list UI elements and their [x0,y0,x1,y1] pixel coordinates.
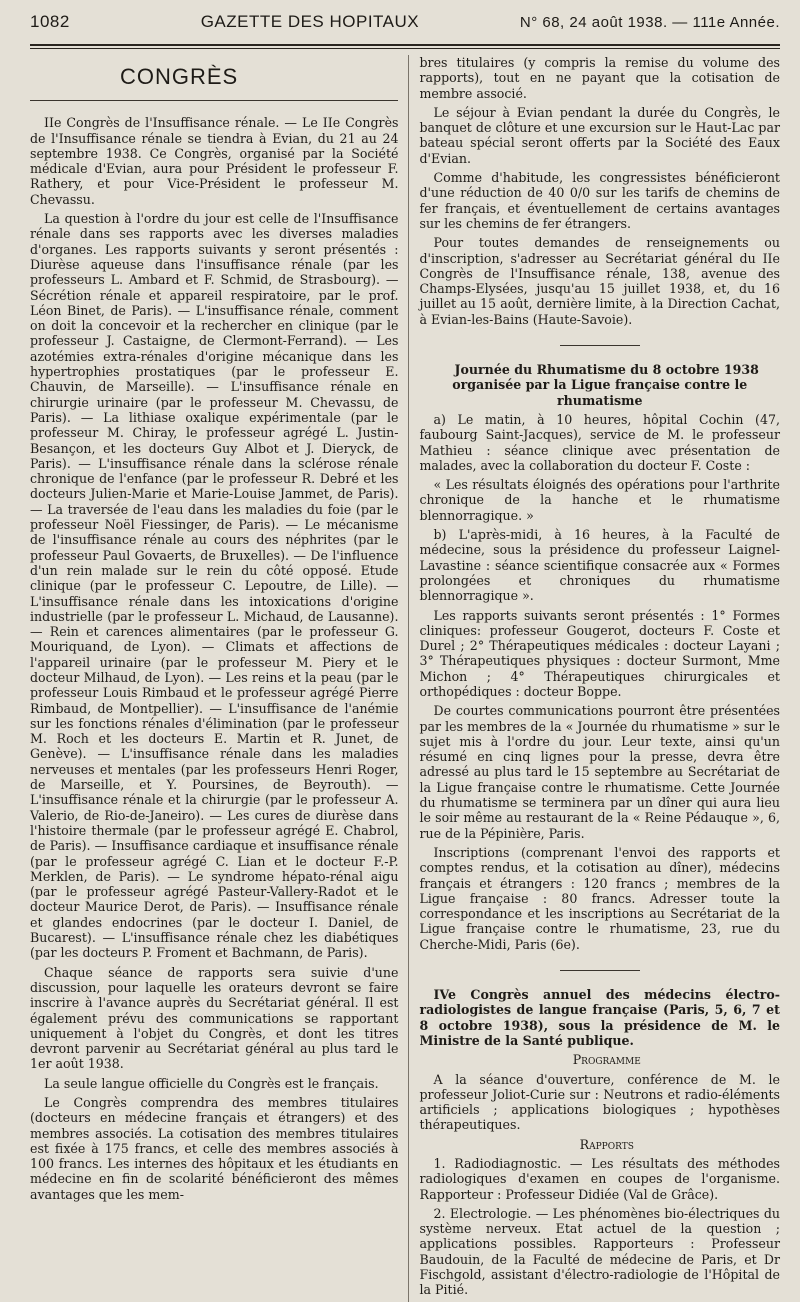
section-rule [30,100,398,101]
paragraph: Inscriptions (comprenant l'envoi des rapports et comptes rendus, et la cotisation au dîner), médecins français et étrangers : 120 francs ; membres de la Ligue française : 80 francs. Adresser toute la correspondance et les inscriptions au Secrétariat de la Ligue française contre le rhumatisme, 23, rue du Cherche-Midi, Paris (6e). [419,844,780,952]
left-column [30,55,408,1302]
page-header [30,12,780,42]
columns [30,55,780,1302]
paragraph: A la séance d'ouverture, conférence de M. le professeur Joliot-Curie sur : Neutrons et radio-éléments artificiels ; applications biologiques ; hypothèses thérapeutiques. [419,1071,780,1133]
paragraph: Le Congrès comprendra des membres titulaires (docteurs en médecine français et étrangers) et des membres associés. La cotisation des membres titulaires est fixée à 175 francs, et celle des membres associés à 100 francs. Les internes des hôpitaux et les étudiants en médecine en fin de scolarité bénéficieront des mêmes avantages que les mem- [30,1095,399,1202]
paragraph: La question à l'ordre du jour est celle de l'Insuffisance rénale dans ses rapports avec les diverses maladies d'organes. Les rapports suivants y seront présentés : Diurèse aqueuse dans l'insuffisance rénale (par les professeurs L. Ambard et F. Schmid, de Strasbourg). — Sécrétion rénale et appareil respiratoire, par le prof. Léon Binet, de Paris). — L'insuffisance rénale, comment on doit la concevoir et la rechercher en clinique (par le professeur J. Castaigne, de Clermont-Ferrand). — Les azotémies extra-rénales d'origine mécanique dans les hypertrophies prostatiques (par le professeur E. Chauvin, de Marseille). — L'insuffisance rénale en chirurgie urinaire (par le professeur M. Chevassu, de Paris). — La lithiase oxalique expérimentale (par le professeur M. Chiray, le professeur agrégé L. Justin-Besançon, et les docteurs Guy Albot et J. Dieryck, de Paris). — L'insuffisance rénale dans la sclérose rénale chronique de l'enfance (par le professeur R. Debré et les docteurs Julien-Marie et Marie-Louise Jammet, de Paris). — La traversée de l'eau dans les maladies du foie (par le professeur Noël Fiessinger, de Paris). — Le mécanisme de l'insuffisance rénale au cours des néphrites (par le professeur Paul Govaerts, de Bruxelles). — De l'influence d'un rein malade sur le rein du côté opposé. Etude clinique (par le professeur C. Lepoutre, de Lille). — L'insuffisance rénale dans les intoxications d'origine industrielle (par le professeur L. Michaud, de Lausanne). — Rein et carences alimentaires (par le professeur G. Mouriquand, de Lyon). — Climats et affections de l'appareil urinaire (par le professeur M. Piery et le docteur Milhaud, de Lyon). — Les reins et la peau (par le professeur Louis Rimbaud et le professeur agrégé Pierre Rimbaud, de Montpellier). — L'insuffisance de l'anémie sur les fonctions rénales d'élimination (par le professeur M. Roch et les docteurs E. Martin et R. Junet, de Genève). — L'insuffisance rénale dans les maladies nerveuses et mentales (par les professeurs Henri Roger, de Marseille, et Y. Poursines, de Beyrouth). — L'insuffisance rénale et la chirurgie (par le professeur A. Valerio, de Rio-de-Janeiro). — Les cures de diurèse dans l'histoire thermale (par le professeur agrégé E. Chabrol, de Paris). — Insuffisance cardiaque et insuffisance rénale (par le professeur agrégé C. Lian et le docteur F.-P. Merklen, de Paris). — Le syndrome hépato-rénal aigu (par le professeur agrégé Pasteur-Vallery-Radot et le docteur Maurice Derot, de Paris). — Insuffisance rénale et glandes endocrines (par le docteur I. Daniel, de Bucarest). — L'insuffisance rénale chez les diabétiques (par les docteurs P. Froment et Bachmann, de Paris). [30,211,399,961]
right-column [408,55,780,1302]
paragraph: Le séjour à Evian pendant la durée du Congrès, le banquet de clôture et une excursion sur le Haut-Lac par bateau spécial seront offerts par la Société des Eaux d'Evian. [419,104,780,166]
paragraph: a) Le matin, à 10 heures, hôpital Cochin (47, faubourg Saint-Jacques), service de M. le professeur Mathieu : séance clinique avec présentation de malades, avec la collaboration du docteur F. Coste : [419,411,780,473]
journal-title: GAZETTE DES HOPITAUX [200,12,420,31]
paragraph: Pour toutes demandes de renseignements ou d'inscription, s'adresser au Secrétariat général du IIe Congrès de l'Insuffisance rénale, 138, avenue des Champs-Elysées, jusqu'au 15 juillet 1938, et, du 16 juillet au 15 août, dernière limite, à la Direction Cachat, à Evian-les-Bains (Haute-Savoie). [419,235,780,327]
programme-heading: Programme [572,1052,641,1068]
section-title: CONGRÈS [120,64,239,89]
paragraph: Les rapports suivants seront présentés : 1° Formes cliniques: professeur Gougerot, docteurs F. Coste et Durel ; 2° Thérapeutiques médicales : docteur Layani ; 3° Thérapeutiques physiques : docteur Surmont, Mme Michon ; 4° Thérapeutiques chirurgicales et orthopédiques : docteur Boppe. [419,607,780,699]
rhumatisme-title: Journée du Rhumatisme du 8 octobre 1938 organisée par la Ligue française contre le rhumatisme [452,362,759,408]
header-rule [30,44,780,46]
separator [560,970,640,971]
paragraph: bres titulaires (y compris la remise du volume des rapports), tout en ne payant que la cotisation de membre associé. [419,55,780,101]
header-rule-thin [30,48,780,49]
paragraph: b) L'après-midi, à 16 heures, à la Faculté de médecine, sous la présidence du professeur Laignel-Lavastine : séance scientifique consacrée aux « Formes prolongées et chroniques du rhumatisme blennorragique ». [419,527,780,604]
paragraph: IIe Congrès de l'Insuffisance rénale. — Le IIe Congrès de l'Insuffisance rénale se tiendra à Evian, du 21 au 24 septembre 1938. Ce Congrès, organisé par la Société médicale d'Evian, aura pour Président le professeur F. Rathery, et pour Vice-Président le professeur M. Chevassu. [30,115,399,207]
paragraph: « Les résultats éloignés des opérations pour l'arthrite chronique de la hanche et le rhumatisme blennorragique. » [419,477,780,523]
paragraph: 2. Electrologie. — Les phénomènes bio-électriques du système nerveux. Etat actuel de la question ; applications possibles. Rapporteurs : Professeur Baudouin, de la Faculté de médecine de Paris, et Dr Fischgold, assistant d'électro-radiologie de l'Hôpital de la Pitié. [419,1205,780,1298]
paragraph: Chaque séance de rapports sera suivie d'une discussion, pour laquelle les orateurs devront se faire inscrire à l'avance auprès du Secrétariat général. Il est également prévu des communications se rapportant uniquement à l'objet du Congrès, et dont les titres devront parvenir au Secrétariat général au plus tard le 1er août 1938. [30,964,399,1072]
separator [560,345,640,346]
paragraph: 1. Radiodiagnostic. — Les résultats des méthodes radiologiques d'examen en coupes de l'organisme. Rapporteur : Professeur Didiée (Val de Grâce). [419,1156,780,1202]
rapports-heading: Rapports [579,1136,634,1152]
page-number: 1082 [30,12,70,31]
radiologie-title: IVe Congrès annuel des médecins électro-radiologistes de langue française (Paris, 5, 6, 7 et 8 octobre 1938), sous la présidence de M. le Ministre de la Santé publique. [419,987,780,1048]
issue-info: N° 68, 24 août 1938. — 111e Année. [519,14,780,31]
paragraph: De courtes communications pourront être présentées par les membres de la « Journée du rhumatisme » sur le sujet mis à l'ordre du jour. Leur texte, ainsi qu'un résumé en cinq lignes pour la presse, devra être adressé au plus tard le 15 septembre au Secrétariat de la Ligue française contre le rhumatisme. Cette Journée du rhumatisme se terminera par un dîner qui aura lieu le soir même au restaurant de la « Reine Pédauque », 6, rue de la Pépinière, Paris. [419,703,780,841]
paragraph: La seule langue officielle du Congrès est le français. [44,1075,379,1091]
paragraph: Comme d'habitude, les congressistes bénéficieront d'une réduction de 40 0/0 sur les tarifs de chemins de fer français, et éventuellement de certains avantages sur les chemins de fer étrangers. [419,170,780,231]
